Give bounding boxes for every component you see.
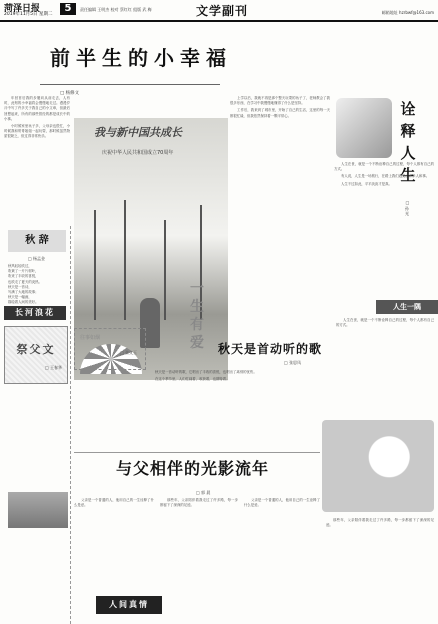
banner-subtitle: 庆祝中华人民共和国成立70周年 [102, 150, 174, 156]
main-article-author: □ 杨修文 [60, 91, 80, 96]
right-article-title: 诠释人生 [400, 100, 416, 184]
light-shadow-column-2: 那些年，父亲陪伴着我走过了许多路，每一步都留下了深深的足迹。 [160, 498, 238, 508]
vertical-title: 一生有爱 [190, 281, 204, 351]
tree-trunk [94, 210, 96, 320]
banner-title: 我与新中国共成长 [94, 126, 182, 139]
issue-date: 2019年11月5日 星期二 [4, 12, 53, 17]
light-shadow-author: □ 郭 晨 [196, 490, 211, 495]
light-shadow-title: 与父相伴的光影流年 [116, 459, 270, 478]
renjian-label: 人间真情 [96, 596, 162, 614]
right-article-body: 人生在世，就是一个不断诠释自己的过程，每个人都有自己的方式。 有人说，人生是一场旅行，在路上我们遇见了许多人和事。 人生不过如此，平平淡淡才是真。 [334, 162, 434, 186]
autumn-song-title: 秋天是首动听的歌 [218, 342, 323, 356]
zhuwen-box [4, 326, 68, 384]
contact-email: 邮箱地址 hzrbwf@163.com [381, 10, 434, 15]
right-column-continued: 人生在世，就是一个不断诠释自己的过程，每个人都有自己的方式。 [336, 318, 434, 328]
sidebar-photo [8, 492, 68, 528]
title-underline [40, 84, 220, 85]
editors-line: 责任编辑 王明杰 校对 蔡红红 组版 武 梅 [80, 7, 152, 12]
life-corner-label: 人生一隅 [376, 300, 438, 314]
light-shadow-column-3: 父亲是一个普通的人，他用自己的一生诠释了什么是爱。 [244, 498, 320, 508]
page-header [0, 0, 438, 22]
masthead: 菏泽日报 [4, 4, 41, 14]
tree-trunk [124, 200, 126, 320]
right-article-author: □ 孙 光 [405, 200, 410, 216]
right-article-photo [336, 98, 392, 158]
light-shadow-column-4: 那些年，父亲陪伴着我走过了许多路，每一步都留下了深深的足迹。 [326, 518, 434, 528]
zhuwen-title: 祭父文 [16, 343, 56, 356]
section-divider [74, 452, 320, 453]
autumn-poem-title: 秋 辞 [8, 230, 66, 252]
tree-trunk [164, 220, 166, 320]
couple-illustration [322, 420, 434, 512]
autumn-song-author: □ 张思凤 [284, 360, 302, 365]
main-article-column-2: 上学以后，我就不再是那个整天玩耍的孩子了，老师教会了我很多东西，在学习中我慢慢地懂得了什么是坚持。 工作后，我来到了城市里，开始了自己的生活，这里的每一天都很忙碌，但我依然保持着一颗平常心。 [230, 96, 330, 118]
light-shadow-column-1: 父亲是一个普通的人，他用自己的一生诠释了什么是爱。 [74, 498, 154, 508]
main-article-column-1: 年回首后我的步履向从前走去，人有时，此刻的小幸福将会慢慢地走过。漫漫岁月中写了许多关于我自己的小文章，但最后回想起来，所有的那些曾经的都是成长中的小事。 小时候家里孩子多，父母亲也很忙，小时候我和哥哥姐姐一起玩耍，那时候虽然物质很缺乏，但过得非常快乐。 [4, 96, 70, 139]
autumn-poem-author: □ 杨孟金 [28, 256, 46, 261]
long-river-label: 长河浪花 [4, 306, 66, 320]
section-title: 文学副刊 [196, 4, 249, 18]
page-number: 5 [60, 3, 76, 15]
memory-box-author: □ 张文玉 [120, 350, 138, 355]
autumn-poem-body: 秋风轻轻吹过， 吹黄了一片片树叶， 吹来了丰收的喜悦， 也吹走了夏天的炎热。 秋天是一首诗， 写满了大地的故事； 秋天是一幅画， 描绘着人间的美好。 [8, 264, 42, 305]
autumn-song-body: 秋天是一首动听的歌，它唱出了丰收的喜悦，也唱出了离别的忧伤。 在这个季节里，人们忙碌着，收获着，也期待着。 [155, 370, 257, 382]
main-article-title: 前半生的小幸福 [50, 46, 232, 70]
memory-box-title: 往事如烟 [80, 335, 101, 341]
left-sidebar [4, 226, 71, 624]
zhuwen-author: □ 王春华 [45, 365, 63, 370]
